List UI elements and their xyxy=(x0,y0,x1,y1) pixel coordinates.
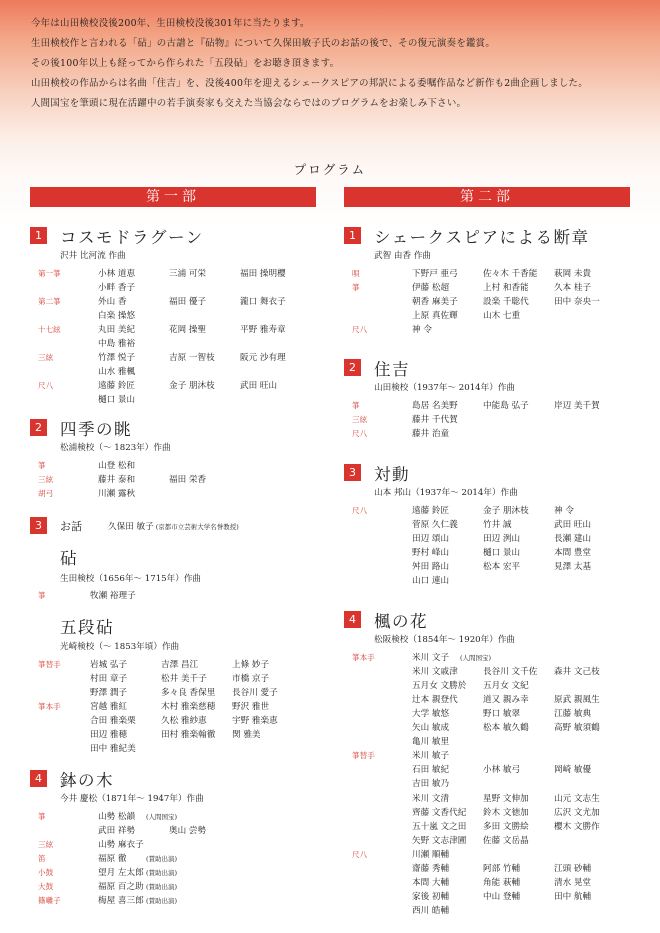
performer-name: 広沢 文尤加 xyxy=(554,807,600,818)
performer-name: 山口 連山 xyxy=(412,576,450,587)
performer-name: 吉澤 昌江 xyxy=(161,660,199,670)
performer-name: 島居 名美野 xyxy=(412,401,458,411)
performer-name: 本間 豊堂 xyxy=(554,548,592,559)
performer-row xyxy=(38,487,323,501)
performer-row xyxy=(352,399,637,413)
performer-row xyxy=(352,651,637,665)
intro-text xyxy=(31,14,641,114)
performer-row xyxy=(38,323,323,337)
performer-name: 齋藤 秀輔 xyxy=(412,863,450,874)
performer-row xyxy=(352,777,637,791)
performer-row xyxy=(352,763,637,777)
performer-row xyxy=(38,838,323,852)
piece-title: 砧 xyxy=(60,549,78,568)
performer-note: (人間国宝) xyxy=(460,654,492,662)
instrument-label: 小鼓 xyxy=(38,868,54,878)
performer-name: 佐藤 文岳晶 xyxy=(483,835,529,846)
instrument-label: 尺八 xyxy=(352,429,368,439)
instrument-label: 箏 xyxy=(352,283,360,293)
performer-name: 萩岡 未貴 xyxy=(554,269,592,279)
performer-row xyxy=(352,281,637,295)
performer-name: 三浦 可栄 xyxy=(169,269,207,279)
performer-name: 神 令 xyxy=(412,325,432,336)
performer-note: (賛助出演) xyxy=(146,869,178,878)
instrument-label: 箏替手 xyxy=(38,660,61,669)
performer-name: 佐々木 千香能 xyxy=(483,269,538,279)
performer-name: 久本 桂子 xyxy=(554,283,592,294)
instrument-label: 箏 xyxy=(352,401,360,410)
instrument-label: 尺八 xyxy=(38,381,54,391)
performer-note: (賛助出演) xyxy=(146,883,178,892)
composer-credit: 武智 由香 作曲 xyxy=(374,251,432,261)
speaker-affiliation: (京都市立芸術大学名誉教授) xyxy=(153,523,239,531)
performer-name: 野口 敏翠 xyxy=(483,709,521,720)
performer-row xyxy=(38,824,323,838)
performer-name: 道又 親み幸 xyxy=(483,695,529,706)
performer-row xyxy=(38,267,323,281)
performer-name: 遠藤 鈴匠 xyxy=(412,506,450,516)
performer-name: 藤井 千代賀 xyxy=(412,415,458,426)
performer-name: 武田 旺山 xyxy=(240,381,278,392)
performer-row xyxy=(38,714,323,728)
performer-row xyxy=(352,427,637,441)
instrument-label: 尺八 xyxy=(352,325,368,335)
performer-name: 福田 操明櫻 xyxy=(240,269,286,279)
performer-name: 岡崎 敏優 xyxy=(554,765,592,776)
instrument-label: 十七絃 xyxy=(38,325,61,335)
composer-credit: 今井 慶松（1871年～ 1947年）作曲 xyxy=(60,794,204,804)
performer-row xyxy=(38,686,323,700)
performer-row xyxy=(38,866,323,880)
performer-name: 田中 航輔 xyxy=(554,891,592,902)
performer-name: 山元 文志生 xyxy=(554,793,600,804)
composer-credit: 松阪検校（1854年～ 1920年）作曲 xyxy=(374,635,516,645)
performer-name: 米川 文戚津 xyxy=(412,667,458,678)
performer-name: 米川 文清 xyxy=(412,793,450,804)
performer-name: 山勢 麻衣子 xyxy=(98,840,144,851)
performer-name: 櫻木 文勝作 xyxy=(554,821,600,832)
performer-row xyxy=(38,337,323,351)
instrument-label: 三絃 xyxy=(38,840,54,850)
instrument-label: 大鼓 xyxy=(38,882,54,892)
performer-name: 竹澤 悦子 xyxy=(98,353,136,364)
performer-name: 白楽 操悠 xyxy=(98,311,136,322)
performer-name: 五月女 文紀 xyxy=(483,681,529,692)
performer-row xyxy=(38,894,323,908)
performer-name: 武田 旺山 xyxy=(554,520,592,531)
part1-header: 第一部 xyxy=(30,187,316,207)
piece-number: 3 xyxy=(344,464,361,481)
performer-name: 森井 文己枝 xyxy=(554,667,600,678)
performer-row xyxy=(352,862,637,876)
piece-title: 対動 xyxy=(374,465,410,484)
performer-name: 五月女 文勝於 xyxy=(412,681,467,692)
performer-name: 福田 栄香 xyxy=(169,475,207,486)
performer-name: 中山 登輔 xyxy=(483,891,521,902)
performer-row xyxy=(38,742,323,756)
performer-name: 下野戸 亜弓 xyxy=(412,269,458,279)
performer-name: 見澤 太基 xyxy=(554,562,592,573)
performer-name: 清水 晃堂 xyxy=(554,877,592,888)
program-title: プログラム xyxy=(293,162,367,177)
piece-title: 住吉 xyxy=(374,360,410,379)
performer-row xyxy=(352,806,637,820)
performer-name: 合田 雅楽栗 xyxy=(90,716,136,727)
piece-title: 四季の眺 xyxy=(60,420,132,439)
performer-name: 小畔 香子 xyxy=(98,283,136,294)
performer-name: 中能島 弘子 xyxy=(483,401,529,411)
instrument-label: 笛 xyxy=(38,854,46,864)
performer-row xyxy=(38,459,323,473)
piece-title: コスモドラグーン xyxy=(60,228,204,247)
performer-row xyxy=(352,890,637,904)
intro-line: 今年は山田検校没後200年、生田検校没後301年に当たります。 xyxy=(31,18,310,29)
piece-number: 2 xyxy=(30,419,47,436)
performer-name: 田村 雅楽翰徹 xyxy=(161,730,216,741)
performer-row xyxy=(38,351,323,365)
performer-name: 松本 敏久鶴 xyxy=(483,723,529,734)
performer-row xyxy=(38,295,323,309)
performer-name: 亀川 敏里 xyxy=(412,737,450,748)
performer-name: 瀧口 舞衣子 xyxy=(240,297,286,308)
performer-name: 松井 美千子 xyxy=(161,674,207,685)
performer-note: (賛助出演) xyxy=(146,897,178,906)
performer-row xyxy=(38,700,323,714)
performer-row xyxy=(352,679,637,693)
composer-credit: 松浦検校（～ 1823年）作曲 xyxy=(60,443,171,453)
piece-number: 4 xyxy=(30,770,47,787)
composer-credit: 山本 邦山（1937年～ 2014年）作曲 xyxy=(374,488,518,498)
performer-row xyxy=(352,848,637,862)
instrument-label: 篠囃子 xyxy=(38,896,61,906)
performer-name: 山勢 松韻 xyxy=(98,812,136,822)
performer-name: 山登 松和 xyxy=(98,461,136,471)
performer-row xyxy=(352,707,637,721)
performer-name: 藤井 治童 xyxy=(412,429,450,440)
instrument-label: 第一箏 xyxy=(38,269,61,278)
piece-title: 五段砧 xyxy=(60,618,114,637)
performer-name: 村田 章子 xyxy=(90,674,128,685)
performer-name: 木村 雅楽慈穂 xyxy=(161,702,216,713)
instrument-label: 箏本手 xyxy=(38,702,61,712)
performer-name: 上原 真佐輝 xyxy=(412,311,458,322)
performer-name: 金子 朋沐枝 xyxy=(169,381,215,392)
performer-name: 上村 和香能 xyxy=(483,283,529,294)
piece-number: 4 xyxy=(344,611,361,628)
performer-name: 山水 雅楓 xyxy=(98,367,136,378)
performer-row xyxy=(38,309,323,323)
performer-name: 田辺 洌山 xyxy=(483,534,521,545)
performer-name: 野澤 潤子 xyxy=(90,688,128,699)
performer-name: 市橋 京子 xyxy=(232,674,270,685)
performer-row xyxy=(38,379,323,393)
performer-row xyxy=(38,810,323,824)
performer-name: 金子 朋沐枝 xyxy=(483,506,529,516)
piece-title: 鉢の木 xyxy=(60,771,114,790)
performer-row xyxy=(38,852,323,866)
performer-row xyxy=(352,546,637,560)
performer-name: 樋口 景山 xyxy=(98,395,136,406)
speaker-name xyxy=(108,520,239,532)
performer-name: 西川 皓輔 xyxy=(412,905,450,916)
performer-name: 樋口 景山 xyxy=(483,548,521,559)
performer-name: 田中 雅紀美 xyxy=(90,744,136,755)
instrument-label: 三絃 xyxy=(38,475,54,485)
performer-name: 丸田 美紀 xyxy=(98,325,136,336)
performer-name: 神 令 xyxy=(554,506,574,516)
performer-name: 田辺 雅穂 xyxy=(90,730,128,741)
performer-row xyxy=(38,672,323,686)
performer-name: 舛田 路山 xyxy=(412,562,450,573)
performer-name: 川瀬 順輔 xyxy=(412,849,450,860)
instrument-label: 箏 xyxy=(38,591,46,600)
instrument-label: 箏替手 xyxy=(352,751,375,761)
performer-name: 江藤 敏典 xyxy=(554,709,592,720)
performer-name: 長瀬 建山 xyxy=(554,534,592,545)
performer-row xyxy=(38,589,323,603)
performer-name: 田辺 頌山 xyxy=(412,534,450,545)
performer-name: 朝香 麻美子 xyxy=(412,297,458,308)
composer-credit: 沢井 比河流 作曲 xyxy=(60,251,126,261)
performer-name: 吉田 敏乃 xyxy=(412,779,450,790)
instrument-label: 第二箏 xyxy=(38,297,61,307)
performer-name: 山木 七重 xyxy=(483,311,521,322)
performer-name: 竹井 誠 xyxy=(483,520,512,531)
intro-line: その後100年以上も経ってから作られた「五段砧」をお聴き頂きます。 xyxy=(31,58,340,69)
performer-name: 福原 徹 xyxy=(98,854,127,865)
performer-name: 大学 敏悠 xyxy=(412,709,450,720)
performer-name: 角能 萩輔 xyxy=(483,877,521,888)
performer-name: 多田 文勝絵 xyxy=(483,821,529,832)
performer-row xyxy=(352,504,637,518)
performer-name: 望月 左太郎 xyxy=(98,868,144,879)
intro-line: 人間国宝を筆頭に現在活躍中の若手演奏家も交えた当協会ならではのプログラムをお楽しみ下さい。 xyxy=(31,98,467,109)
performer-row xyxy=(38,473,323,487)
intro-line: 山田検校の作品からは名曲「住吉」を、没後400年を迎えるシェークスピアの邦訳による委嘱作品など新作も2曲企画しました。 xyxy=(31,78,588,89)
performer-name: 花岡 操聖 xyxy=(169,325,207,336)
performer-row xyxy=(352,574,637,588)
performer-name: 宮越 雅紅 xyxy=(90,702,128,713)
instrument-label: 箏 xyxy=(38,812,46,821)
composer-credit: 光崎検校（～ 1853年頃）作曲 xyxy=(60,642,180,652)
performer-name: 平野 雅寿章 xyxy=(240,325,286,336)
composer-credit: 生田検校（1656年～ 1715年）作曲 xyxy=(60,574,202,584)
performer-name: 五十嵐 文之田 xyxy=(412,821,467,832)
performer-name: 牧瀬 裕理子 xyxy=(90,591,136,601)
performer-name: 本間 大輔 xyxy=(412,877,450,888)
performer-name: 星野 文伸加 xyxy=(483,793,529,804)
performer-name: 梅屋 喜三郎 xyxy=(98,896,144,907)
performer-row xyxy=(352,267,637,281)
instrument-label: 唄 xyxy=(352,269,360,278)
part2-header: 第二部 xyxy=(344,187,630,207)
performer-row xyxy=(352,735,637,749)
instrument-label: 三絃 xyxy=(352,415,368,425)
performer-name: 江頭 砂輔 xyxy=(554,863,592,874)
performer-name: 上條 妙子 xyxy=(232,660,270,670)
performer-name: 矢山 敏成 xyxy=(412,723,450,734)
performer-row xyxy=(352,295,637,309)
performer-row xyxy=(352,323,637,337)
performer-name: 長谷川 文千佐 xyxy=(483,667,538,678)
instrument-label: 箏 xyxy=(38,461,46,470)
performer-name: 野村 峰山 xyxy=(412,548,450,559)
performer-name: 設楽 千聡代 xyxy=(483,297,529,308)
performer-name: 藤井 泰和 xyxy=(98,475,136,486)
performer-name: 長谷川 愛子 xyxy=(232,688,278,699)
performer-row xyxy=(352,413,637,427)
piece-title: シェークスピアによる断章 xyxy=(374,228,590,247)
performer-note: (人間国宝) xyxy=(146,813,178,821)
performer-name: 伊藤 松超 xyxy=(412,283,450,294)
piece-number: 1 xyxy=(30,227,47,244)
talk-label: お話 xyxy=(60,520,82,533)
performer-row xyxy=(38,880,323,894)
performer-name: 辻本 親登代 xyxy=(412,695,458,706)
performer-name: 小林 敏弓 xyxy=(483,765,521,776)
performer-name: 岩城 弘子 xyxy=(90,660,128,670)
performer-name: 原武 親風生 xyxy=(554,695,600,706)
performer-name: 中島 雅裕 xyxy=(98,339,136,350)
performer-name: 岸辺 美千賀 xyxy=(554,401,600,411)
performer-name: 菅原 久仁義 xyxy=(412,520,458,531)
performer-row xyxy=(352,518,637,532)
performer-name: 吉原 一智枝 xyxy=(169,353,215,364)
intro-line: 生田検校作と言われる「砧」の古譜と『砧物』について久保田敏子氏のお話の後で、その復元演奏を鑑賞。 xyxy=(31,38,496,49)
speaker-name-text: 久保田 敏子 xyxy=(108,522,154,532)
performer-row xyxy=(352,309,637,323)
instrument-label: 胡弓 xyxy=(38,489,54,499)
performer-name: 小林 道恵 xyxy=(98,269,136,279)
performer-name: 武田 祥勢 xyxy=(98,826,136,837)
performer-row xyxy=(352,820,637,834)
performer-name: 阿部 竹輔 xyxy=(483,863,521,874)
performer-name: 米川 文子 xyxy=(412,653,450,663)
performer-name: 石田 敏紀 xyxy=(412,765,450,776)
performer-row xyxy=(352,532,637,546)
instrument-label: 三絃 xyxy=(38,353,54,363)
performer-row xyxy=(352,876,637,890)
performer-row xyxy=(38,728,323,742)
performer-row xyxy=(352,665,637,679)
performer-name: 奥山 尝勢 xyxy=(169,826,207,837)
piece-title: 楓の花 xyxy=(374,612,428,631)
performer-name: 高野 敏須鶴 xyxy=(554,723,600,734)
performer-name: 鈴木 文徳加 xyxy=(483,807,529,818)
performer-name: 田中 奈央一 xyxy=(554,297,600,308)
performer-row xyxy=(38,281,323,295)
performer-name: 多々良 香保里 xyxy=(161,688,216,699)
performer-name: 齊藤 文香代紀 xyxy=(412,807,467,818)
performer-name: 松本 宏平 xyxy=(483,562,521,573)
piece-number: 2 xyxy=(344,359,361,376)
performer-name: 遠藤 鈴匠 xyxy=(98,381,136,392)
performer-name: 関 雅美 xyxy=(232,730,261,741)
instrument-label: 尺八 xyxy=(352,506,368,515)
performer-name: 福原 百之助 xyxy=(98,882,144,893)
performer-row xyxy=(38,393,323,407)
performer-row xyxy=(352,749,637,763)
performer-row xyxy=(352,792,637,806)
performer-name: 福田 優子 xyxy=(169,297,207,308)
performer-name: 矢野 文志津圃 xyxy=(412,835,467,846)
performer-name: 米川 敏子 xyxy=(412,751,450,762)
instrument-label: 尺八 xyxy=(352,849,368,859)
performer-row xyxy=(38,658,323,672)
performer-name: 野沢 雅世 xyxy=(232,702,270,713)
instrument-label: 箏本手 xyxy=(352,653,375,662)
performer-name: 外山 香 xyxy=(98,297,127,308)
performer-row xyxy=(352,834,637,848)
performer-row xyxy=(352,693,637,707)
performer-name: 阪元 沙有理 xyxy=(240,353,286,364)
performer-row xyxy=(352,721,637,735)
performer-row xyxy=(352,904,637,918)
performer-name: 川瀬 露秋 xyxy=(98,489,136,500)
piece-number: 3 xyxy=(30,517,47,534)
performer-note: (賛助出演) xyxy=(146,855,178,864)
performer-name: 家後 初輔 xyxy=(412,891,450,902)
performer-row xyxy=(38,365,323,379)
piece-number: 1 xyxy=(344,227,361,244)
performer-row xyxy=(352,560,637,574)
performer-name: 宇野 雅楽恵 xyxy=(232,716,278,727)
performer-name: 久松 雅紗恵 xyxy=(161,716,207,727)
composer-credit: 山田検校（1937年～ 2014年）作曲 xyxy=(374,383,516,393)
